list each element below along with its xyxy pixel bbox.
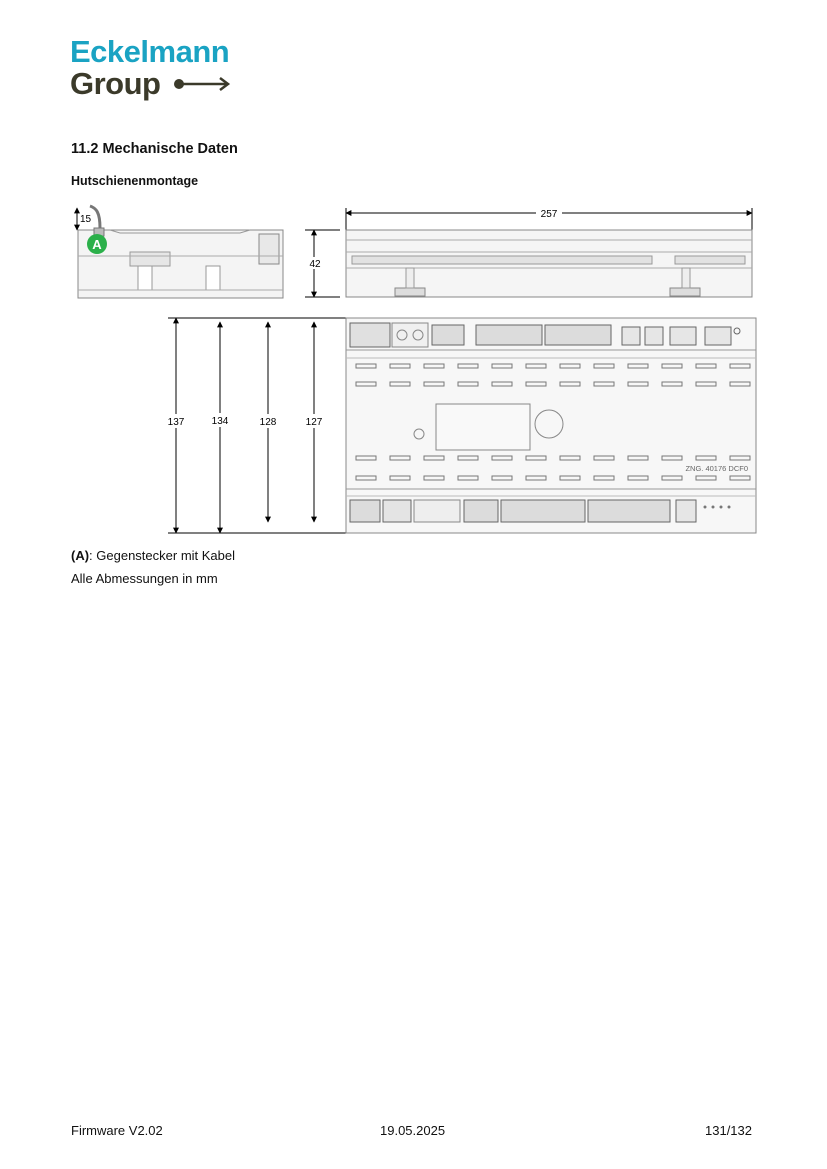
caption-a-marker: (A) xyxy=(71,548,90,563)
subsection-title: Hutschienenmontage xyxy=(71,174,199,188)
dim-label-134: 134 xyxy=(211,416,229,427)
caption-connector xyxy=(71,548,235,563)
dim-label-137: 137 xyxy=(167,417,185,428)
dim-label-127: 127 xyxy=(305,417,323,428)
footer-firmware: Firmware V2.02 xyxy=(71,1123,163,1138)
logo-arrow-icon xyxy=(173,77,231,91)
logo-wordmark-eckelmann: Eckelmann xyxy=(70,34,230,69)
connector-label-a xyxy=(87,234,107,254)
part-number-label: ZNG. 40176 DCF0 xyxy=(685,464,748,473)
logo-wordmark-group: Group xyxy=(70,66,161,101)
eckelmann-group-logo xyxy=(70,36,231,100)
side-view xyxy=(78,206,283,298)
caption-units: Alle Abmessungen in mm xyxy=(71,571,218,586)
dim-label-128: 128 xyxy=(259,417,277,428)
front-view xyxy=(346,318,756,533)
dim-label-257: 257 xyxy=(540,209,558,220)
dim-label-15: 15 xyxy=(80,214,92,225)
footer-page-number: 131/132 xyxy=(705,1123,752,1138)
dim-label-42: 42 xyxy=(309,259,321,270)
section-title: 11.2 Mechanische Daten xyxy=(71,141,238,157)
mechanical-drawing xyxy=(70,200,760,540)
caption-a-text: : Gegenstecker mit Kabel xyxy=(89,548,236,563)
top-view xyxy=(346,230,752,297)
footer-date: 19.05.2025 xyxy=(380,1123,446,1138)
connector-label-text: A xyxy=(92,237,102,252)
